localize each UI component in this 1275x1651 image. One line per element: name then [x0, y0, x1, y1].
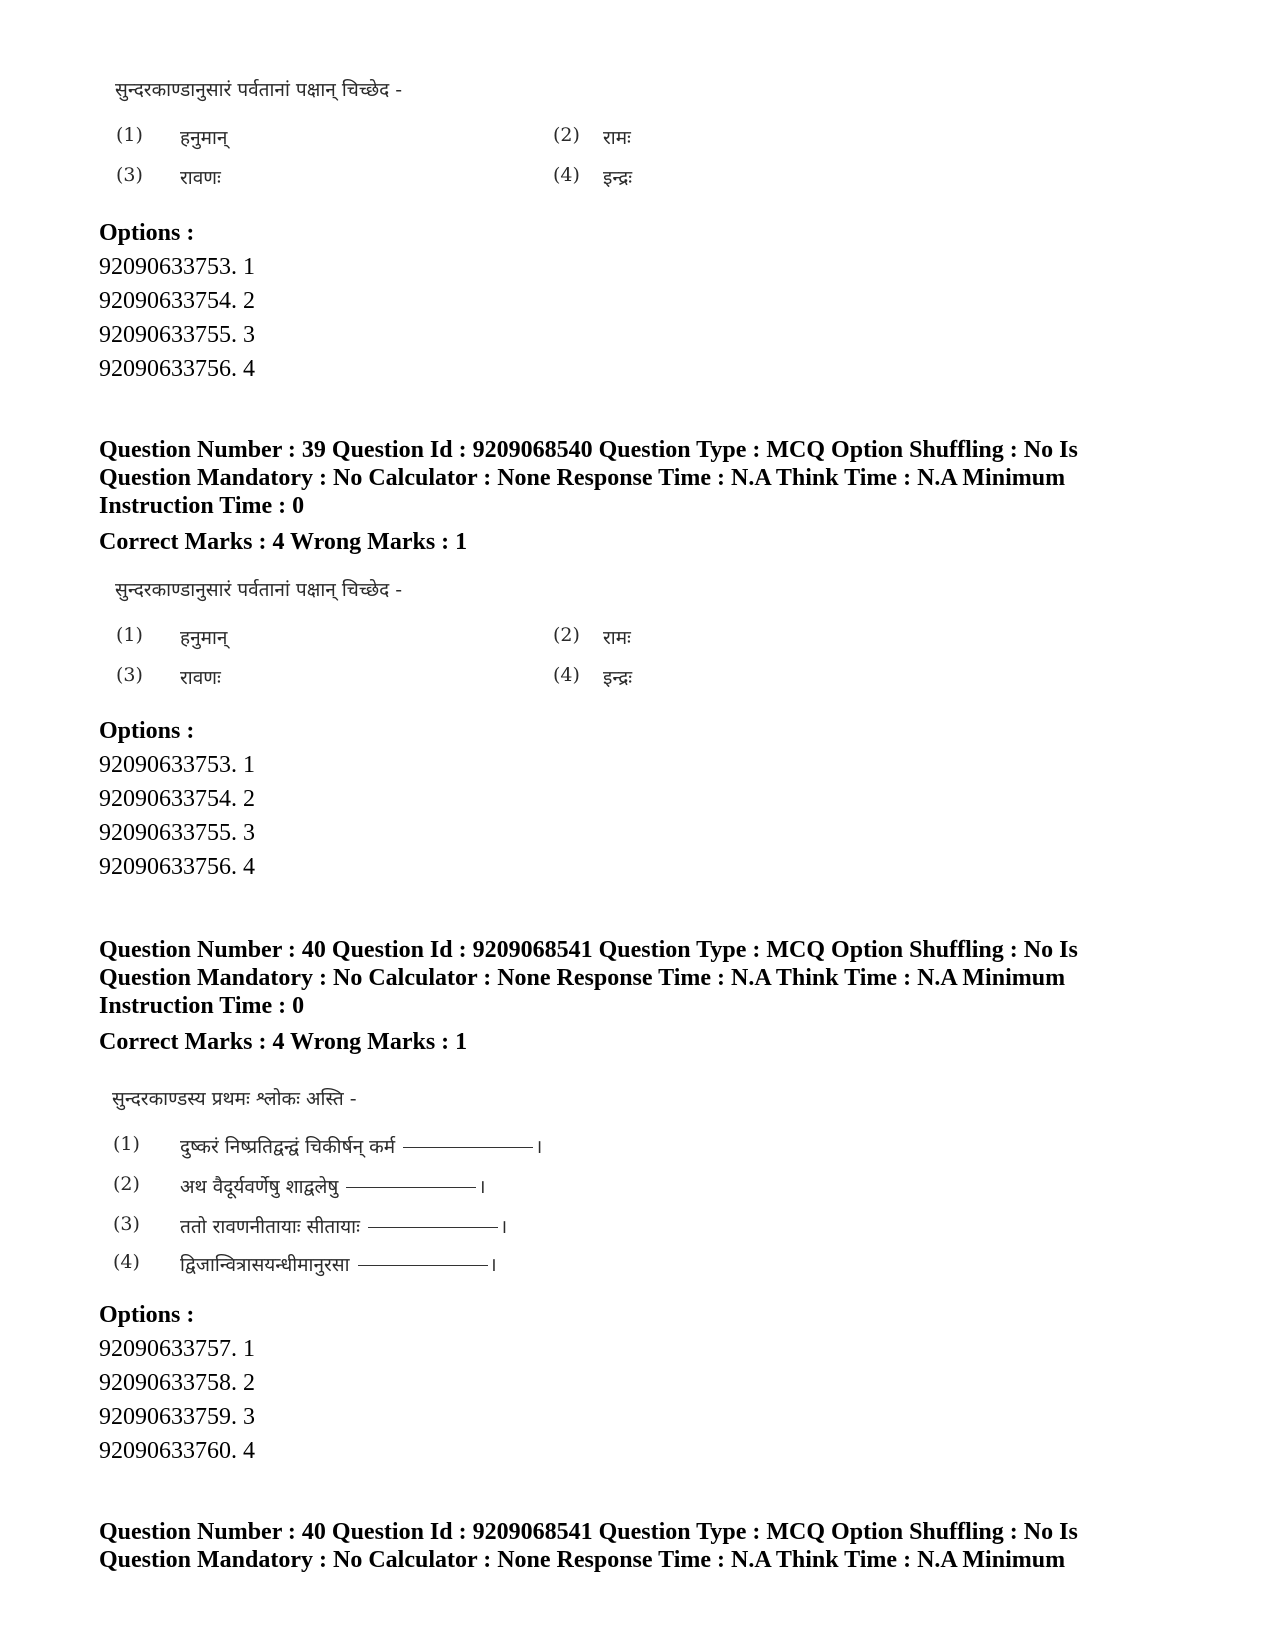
option-item: 92090633753. 1	[99, 254, 255, 280]
option-item: 92090633759. 3	[99, 1404, 255, 1430]
choice-number: (3)	[113, 1213, 140, 1235]
question-header-line: Question Number : 40 Question Id : 9209068541 Question Type : MCQ Option Shuffling : No Is	[99, 1519, 1078, 1545]
choice-text: हनुमान्	[180, 627, 228, 649]
question-header-line: Instruction Time : 0	[99, 493, 305, 519]
option-item: 92090633754. 2	[99, 786, 255, 812]
question-image-block1	[0, 0, 1275, 200]
question-header	[99, 436, 1179, 520]
answer-blank	[403, 1147, 533, 1148]
choice-number: (1)	[116, 124, 143, 146]
danda: ।	[535, 1136, 543, 1158]
choice-text: इन्द्रः	[603, 167, 633, 189]
choice-number: (3)	[116, 664, 143, 686]
danda: ।	[478, 1176, 486, 1198]
choice-text: रामः	[603, 627, 631, 649]
answer-blank	[368, 1227, 498, 1228]
option-item: 92090633755. 3	[99, 820, 255, 846]
answer-blank	[358, 1265, 488, 1266]
option-item: 92090633753. 1	[99, 752, 255, 778]
marks-line: Correct Marks : 4 Wrong Marks : 1	[99, 529, 468, 555]
question-stem: सुन्दरकाण्डानुसारं पर्वतानां पक्षान् चिच्छेद -	[115, 79, 403, 101]
option-item: 92090633756. 4	[99, 356, 255, 382]
choice-number: (4)	[113, 1251, 140, 1273]
choice-text: रामः	[603, 127, 631, 149]
question-stem: सुन्दरकाण्डस्य प्रथमः श्लोकः अस्ति -	[112, 1088, 357, 1110]
question-header-line: Question Number : 40 Question Id : 9209068541 Question Type : MCQ Option Shuffling : No Is	[99, 937, 1078, 963]
question-header-line: Instruction Time : 0	[99, 993, 305, 1019]
option-item: 92090633756. 4	[99, 854, 255, 880]
choice-text: द्विजान्वित्रासयन्धीमानुरसा	[180, 1254, 350, 1276]
choice-number: (2)	[553, 624, 580, 646]
marks-line: Correct Marks : 4 Wrong Marks : 1	[99, 1029, 468, 1055]
options-label: Options :	[99, 718, 195, 744]
choice-number: (3)	[116, 164, 143, 186]
options-label: Options :	[99, 1302, 195, 1328]
option-item: 92090633755. 3	[99, 322, 255, 348]
choice-number: (4)	[553, 164, 580, 186]
choice-row	[180, 1173, 486, 1199]
question-header	[99, 1518, 1179, 1574]
choice-text: अथ वैदूर्यवर्णेषु शाद्वलेषु	[180, 1176, 339, 1198]
choice-text: हनुमान्	[180, 127, 228, 149]
danda: ।	[489, 1254, 497, 1276]
option-item: 92090633758. 2	[99, 1370, 255, 1396]
choice-text: इन्द्रः	[603, 667, 633, 689]
option-item: 92090633757. 1	[99, 1336, 255, 1362]
question-header-line: Question Mandatory : No Calculator : None Response Time : N.A Think Time : N.A Minimum	[99, 1547, 1066, 1573]
choice-row	[180, 1213, 507, 1239]
choice-text: रावणः	[180, 667, 221, 689]
question-header	[99, 936, 1179, 1020]
question-header-line: Question Mandatory : No Calculator : None Response Time : N.A Think Time : N.A Minimum	[99, 465, 1066, 491]
choice-text: ततो रावणनीतायाः सीतायाः	[180, 1216, 360, 1238]
options-label: Options :	[99, 220, 195, 246]
choice-text: रावणः	[180, 167, 221, 189]
choice-row	[180, 1251, 497, 1277]
choice-number: (4)	[553, 664, 580, 686]
question-stem: सुन्दरकाण्डानुसारं पर्वतानां पक्षान् चिच्छेद -	[115, 579, 403, 601]
answer-blank	[346, 1187, 476, 1188]
question-header-line: Question Number : 39 Question Id : 9209068540 Question Type : MCQ Option Shuffling : No Is	[99, 437, 1078, 463]
option-item: 92090633760. 4	[99, 1438, 255, 1464]
choice-number: (2)	[113, 1173, 140, 1195]
danda: ।	[499, 1216, 508, 1238]
choice-row	[180, 1133, 542, 1159]
option-item: 92090633754. 2	[99, 288, 255, 314]
question-image-q39	[0, 560, 1275, 700]
question-header-line: Question Mandatory : No Calculator : None Response Time : N.A Think Time : N.A Minimum	[99, 965, 1066, 991]
choice-number: (1)	[116, 624, 143, 646]
choice-number: (1)	[113, 1133, 140, 1155]
choice-number: (2)	[553, 124, 580, 146]
question-image-q40	[0, 1075, 1275, 1275]
choice-text: दुष्करं निष्प्रतिद्वन्द्वं चिकीर्षन् कर्म	[180, 1136, 396, 1158]
